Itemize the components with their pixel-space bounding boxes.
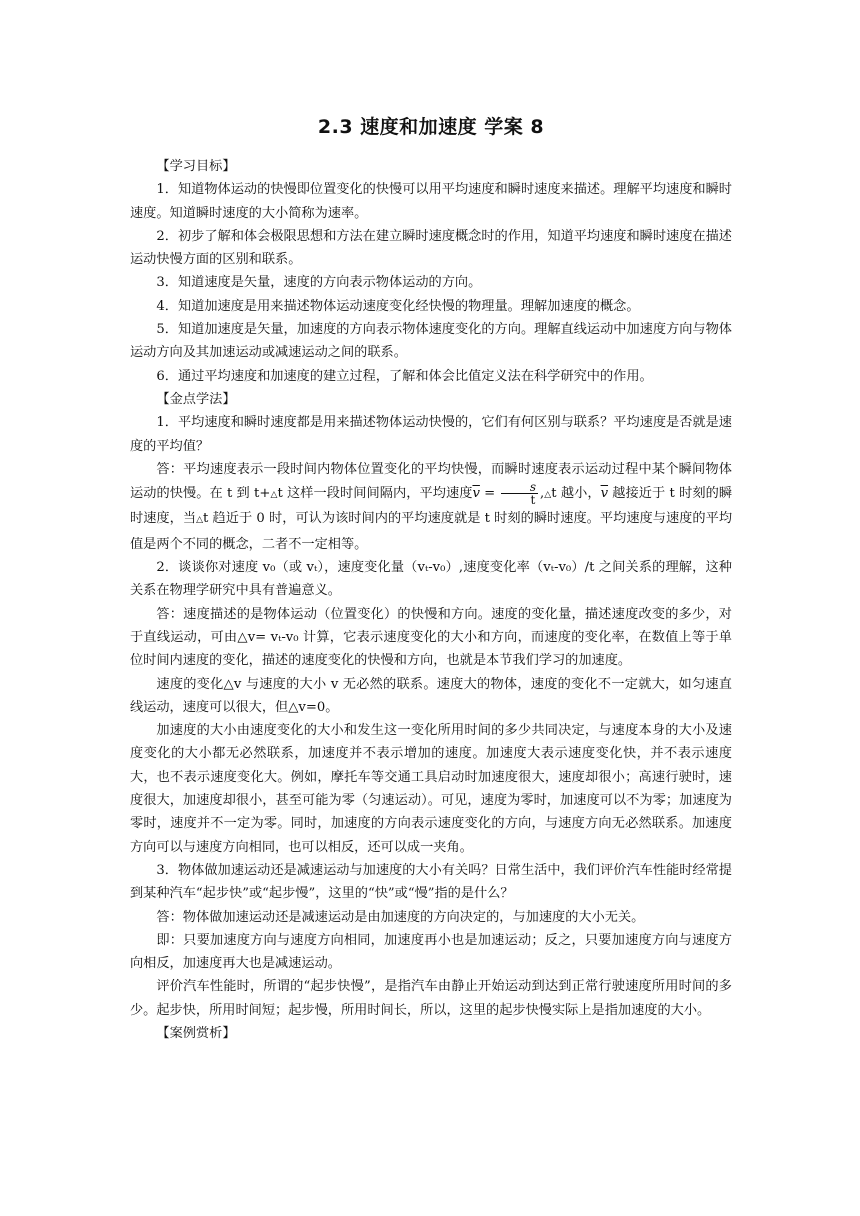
- question-2: 2．谈谈你对速度 v₀（或 vₜ），速度变化量（vₜ-v₀）,速度变化率（vₜ-v₀）/t 之间关系的理解，这种关系在物理学研究中具有普遍意义。: [130, 560, 732, 599]
- answer-1-text: t 趋近于 0 时，可认为该时间内的平均速度就是 t 时刻的瞬时速度。平均速度与速度的平均值是两个不同的概念，二者不一定相等。: [130, 511, 733, 552]
- question-1: 1．平均速度和瞬时速度都是用来描述物体运动快慢的，它们有何区别与联系？平均速度是否就是速度的平均值？: [130, 415, 732, 454]
- answer-3-paragraph: 评价汽车性能时，所谓的“起步快慢”，是指汽车由静止开始运动到达到正常行驶速度所用时间的多少。起步快，所用时间短；起步慢，所用时间长，所以，这里的起步快慢实际上是指加速度的大小。: [130, 979, 732, 1018]
- answer-1-text: ,: [540, 486, 545, 502]
- objective-item: 1．知道物体运动的快慢即位置变化的快慢可以用平均速度和瞬时速度来描述。理解平均速度和瞬时速度。知道瞬时速度的大小简称为速率。: [130, 182, 732, 221]
- answer-1-text: 越接近于 t 时刻的瞬时速度，当: [130, 486, 733, 527]
- objective-item: 6．通过平均速度和加速度的建立过程，了解和体会比值定义法在科学研究中的作用。: [156, 368, 653, 384]
- answer-2-paragraph: 速度的变化△v 与速度的大小 v 无必然的联系。速度大的物体，速度的变化不一定就大，如匀速直线运动，速度可以很大，但△v=0。: [130, 676, 732, 715]
- formula-v-bar: $\overline{v}$: [600, 486, 609, 502]
- delta-symbol: △: [270, 490, 278, 501]
- question-3: 3．物体做加速运动还是减速运动与加速度的大小有关吗？日常生活中，我们评价汽车性能时经常提到某种汽车“起步快”或“起步慢”，这里的“快”或“慢”指的是什么？: [130, 862, 732, 902]
- document-page: [130, 112, 732, 1045]
- section-heading-objectives: 【学习目标】: [156, 159, 236, 174]
- answer-2-paragraph: 加速度的大小由速度变化的大小和发生这一变化所用时间的多少共同决定，与速度本身的大小及速度变化的大小都无必然联系，加速度并不表示增加的速度。加速度大表示速度变化快，并不表示速度大，也不表示速度变化大。例如，摩托车等交通工具启动时加速度很大，速度却很小；高速行驶时，速度很大，加速度却很小，甚至可能为零（匀速运动）。可见，速度为零时，加速度可以不为零；加速度为零时，速度并不一定为零。同时，加速度的方向表示速度变化的方向，与速度方向无必然联系。加速度方向可以与速度方向相同，也可以相反，还可以成一夹角。: [130, 723, 732, 855]
- answer-3-paragraph: 答：物体做加速运动还是减速运动是由加速度的方向决定的，与加速度的大小无关。: [156, 909, 645, 925]
- formula-numerator: s: [501, 481, 538, 494]
- section-heading-case: 【案例赏析】: [156, 1025, 236, 1041]
- delta-symbol: △: [196, 515, 204, 526]
- answer-1-text: t 这样一段时间间隔内，平均速度: [277, 486, 473, 502]
- formula-equals: =: [479, 486, 500, 502]
- answer-1-text: 答：平均速度表示一段时间内物体位置变化的平均快慢，而瞬时速度表示运动过程中某个瞬间物体运动的快慢。在 t 到 t+: [130, 461, 732, 502]
- objective-item: 2．初步了解和体会极限思想和方法在建立瞬时速度概念时的作用，知道平均速度和瞬时速度在描述运动快慢方面的区别和联系。: [130, 228, 732, 268]
- objective-item: 4．知道加速度是用来描述物体运动速度变化经快慢的物理量。理解加速度的概念。: [156, 298, 640, 314]
- answer-2-paragraph: 答：速度描述的是物体运动（位置变化）的快慢和方向。速度的变化量，描述速度改变的多少，对于直线运动，可由△v= vₜ-v₀ 计算，它表示速度变化的大小和方向，而速度的变化率，在数值上等于单位时间内速度的变化，描述的速度变化的快慢和方向，也就是本节我们学习的加速度。: [130, 606, 732, 669]
- objective-item: 5．知道加速度是矢量，加速度的方向表示物体速度变化的方向。理解直线运动中加速度方向与物体运动方向及其加速运动或减速运动之间的联系。: [130, 322, 732, 361]
- page-title: 2.3 速度和加速度 学案 8: [317, 116, 545, 138]
- average-velocity-formula: [472, 480, 540, 508]
- objective-item: 3．知道速度是矢量，速度的方向表示物体运动的方向。: [156, 275, 482, 291]
- section-heading-method: 【金点学法】: [156, 391, 236, 407]
- answer-1-text: t 越小，: [551, 486, 601, 502]
- answer-1: [130, 458, 732, 556]
- answer-3-paragraph: 即：只要加速度方向与速度方向相同，加速度再小也是加速运动；反之，只要加速度方向与速度方向相反，加速度再大也是减速运动。: [130, 932, 732, 972]
- delta-symbol: △: [544, 490, 552, 501]
- formula-denominator: t: [530, 493, 536, 508]
- formula-fraction: [501, 481, 538, 506]
- formula-v-bar: $\overline{v}$: [472, 486, 480, 502]
